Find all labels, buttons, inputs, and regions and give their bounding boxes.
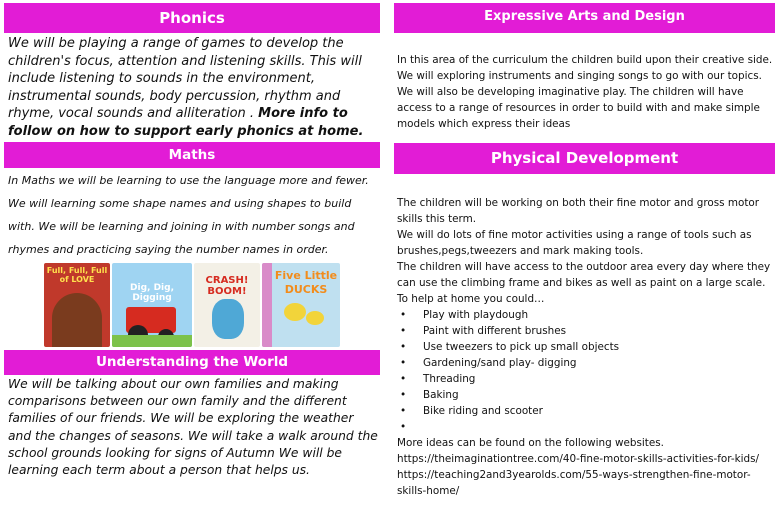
phonics-bold-note: More info to follow on how to support early phonics at home. [8,106,364,139]
duck-shape [306,311,324,325]
maths-text: In Maths we will be learning to use the language more and fewer. We will learning some shape names and using shapes to build with. We will be learning and joining in with number songs and rhymes and practicing saying the number names in order. [8,174,369,256]
help-item: • Paint with different brushes [423,323,777,339]
physical-para-2: We will do lots of fine motor activities using a range of tools such as brushes,pegs,tweezers and mark making tools. [397,229,752,257]
book-title-crash: CRASH! BOOM! [205,275,249,297]
help-item: • Baking [423,387,777,403]
grass-shape [112,335,192,347]
book-cover-love-figure [52,293,102,347]
physical-heading: Physical Development [394,143,775,174]
physical-para-3: The children will have access to the outdoor area every day where they can use the climbing frame and bikes as well as paint on a large scale. [397,261,771,289]
elephant-shape [212,299,244,339]
book-cover-love [44,263,110,347]
duck-shape [284,303,306,321]
physical-text [397,195,777,499]
book-title-love: Full, Full, Full of LOVE [46,266,108,284]
understanding-text: We will be talking about our own families and making comparisons between our own family and the different families of our friends. We will be exploring the weather and the changes of seasons. We will take a walk around the school grounds looking for signs of Autumn We will be learning each term about a person that helps us. [8,377,378,478]
physical-para-1: The children will be working on both their fine motor and gross motor skills this term. [397,197,760,225]
help-item: • Use tweezers to pick up small objects [423,339,777,355]
book-title-ducks: Five Little DUCKS [274,269,338,296]
more-ideas: More ideas can be found on the following websites. [397,437,664,449]
help-intro: To help at home you could… [397,293,545,305]
help-item: • Play with playdough [423,307,777,323]
phonics-text [8,35,380,141]
help-list [397,307,777,435]
book-spine [262,263,272,347]
maths-heading: Maths [4,142,380,168]
link-teaching-2-and-3[interactable]: https://teaching2and3yearolds.com/55-ways-strengthen-fine-motor-skills-home/ [397,469,751,497]
expressive-text: In this area of the curriculum the children build upon their creative side. We will exploring instruments and singing songs to go with our topics. We will also be developing imaginative play. The children will have access to a range of resources in order to build with and make simple models which express their ideas [397,54,773,130]
expressive-heading: Expressive Arts and Design [394,3,775,33]
help-item: • Bike riding and scooter [423,403,777,419]
phonics-heading: Phonics [4,3,380,33]
help-item-empty [423,419,777,435]
understanding-heading: Understanding the World [4,350,380,375]
book-covers [44,263,340,347]
book-cover-crash [194,263,260,347]
phonics-body: We will be playing a range of games to develop the children's focus, attention and listening skills. This will include listening to sounds in the environment, instrumental sounds, body percussion, rhythm and rhyme, vocal sounds and alliteration . [8,36,362,122]
book-cover-ducks [262,263,340,347]
book-cover-digging [112,263,192,347]
book-title-digging: Dig, Dig, Digging [130,283,174,303]
link-imagination-tree[interactable]: https://theimaginationtree.com/40-fine-motor-skills-activities-for-kids/ [397,453,760,465]
help-item: • Gardening/sand play- digging [423,355,777,371]
help-item: • Threading [423,371,777,387]
